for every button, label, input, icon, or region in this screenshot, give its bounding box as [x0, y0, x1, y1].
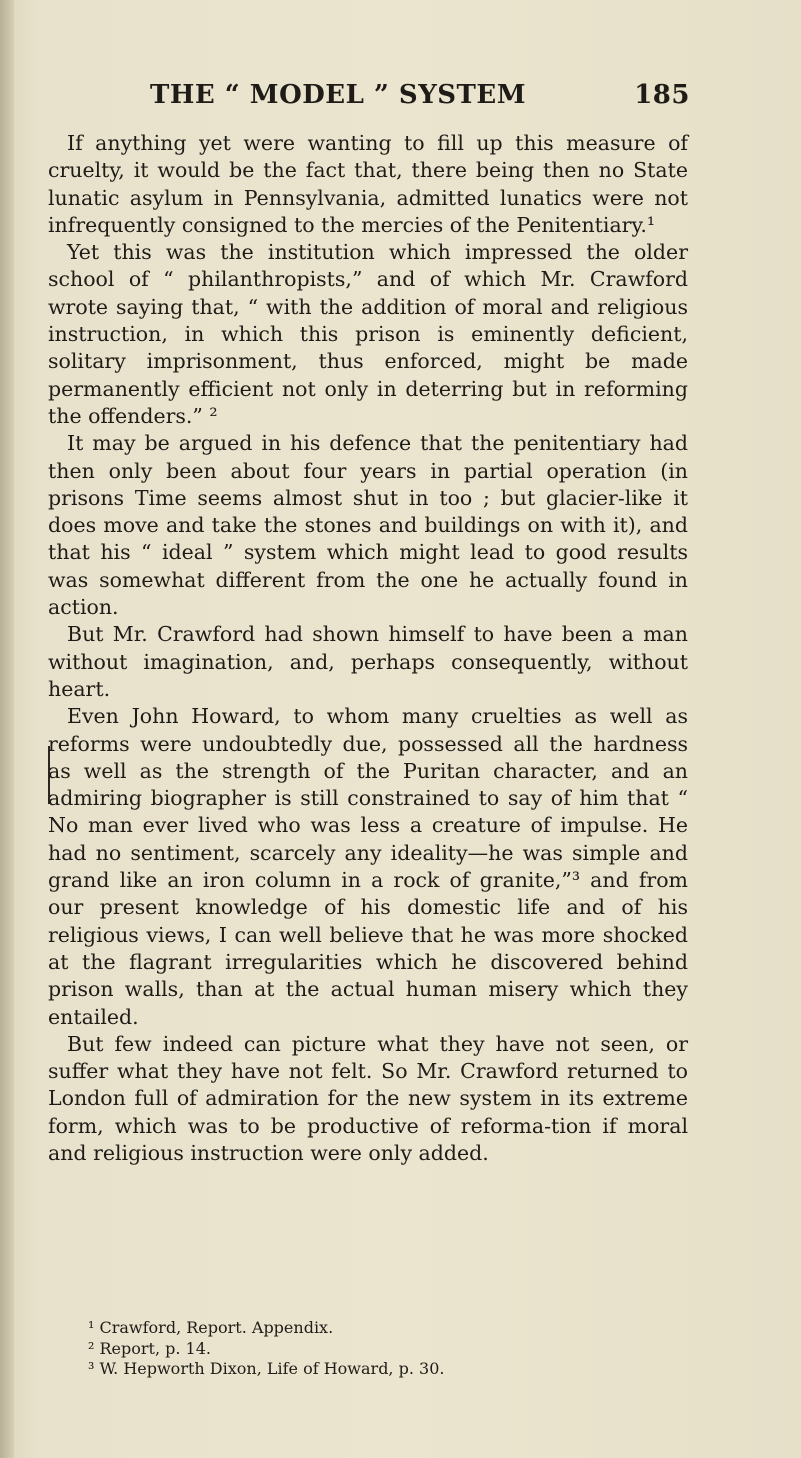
- body-text: [48, 130, 688, 1167]
- binding-gutter: [0, 0, 14, 1458]
- paragraph: Yet this was the institution which impressed the older school of “ philanthropists,” and of which Mr. Crawford wrote saying that, “ with the addition of moral and religious instruction, in which this prison is eminently deficient, solitary imprisonment, thus enforced, might be made permanently efficient not only in deterring but in reforming the offenders.” ²: [48, 240, 688, 428]
- paragraph: Even John Howard, to whom many cruelties as well as reforms were undoubtedly due, possessed all the hardness as well as the strength of the Puritan character, and an admiring biographer is still constrained to say of him that “ No man ever lived who was less a creature of impulse. He had no sentiment, scarcely any ideality—he was simple and grand like an iron column in a rock of granite,”³ and from our present knowledge of his domestic life and of his religious views, I can well believe that he was more shocked at the flagrant irregularities which he discovered behind prison walls, than at the actual human misery which they entailed.: [48, 704, 688, 1029]
- footnote: ² Report, p. 14.: [88, 1338, 211, 1358]
- paragraph: If anything yet were wanting to fill up this measure of cruelty, it would be the fact that, there being then no State lunatic asylum in Pennsylvania, admitted lunatics were not infrequently consigned to the mercies of the Penitentiary.¹: [48, 131, 688, 237]
- paragraph: But few indeed can picture what they have not seen, or suffer what they have not felt. So Mr. Crawford returned to London full of admiration for the new system in its extreme form, which was to be productive of reforma-tion if moral and religious instruction were only added.: [48, 1031, 688, 1165]
- page-number: 185: [634, 80, 690, 110]
- running-head-title: THE “ MODEL ” SYSTEM: [150, 80, 526, 110]
- paragraph: It may be argued in his defence that the penitentiary had then only been about four years in partial operation (in prisons Time seems almost shut in too ; but glacier-like it does move and take the stones and buildings on with it), and that his “ ideal ” system which might lead to good results was somewhat different from the one he actually found in action.: [48, 431, 688, 620]
- footnote: ¹ Crawford, Report. Appendix.: [88, 1318, 334, 1337]
- running-head: [150, 80, 690, 120]
- footnotes: [66, 1318, 686, 1380]
- footnote: ³ W. Hepworth Dixon, Life of Howard, p. 30.: [88, 1359, 445, 1378]
- paragraph: But Mr. Crawford had shown himself to have been a man without imagination, and, perhaps consequently, without heart.: [48, 622, 688, 701]
